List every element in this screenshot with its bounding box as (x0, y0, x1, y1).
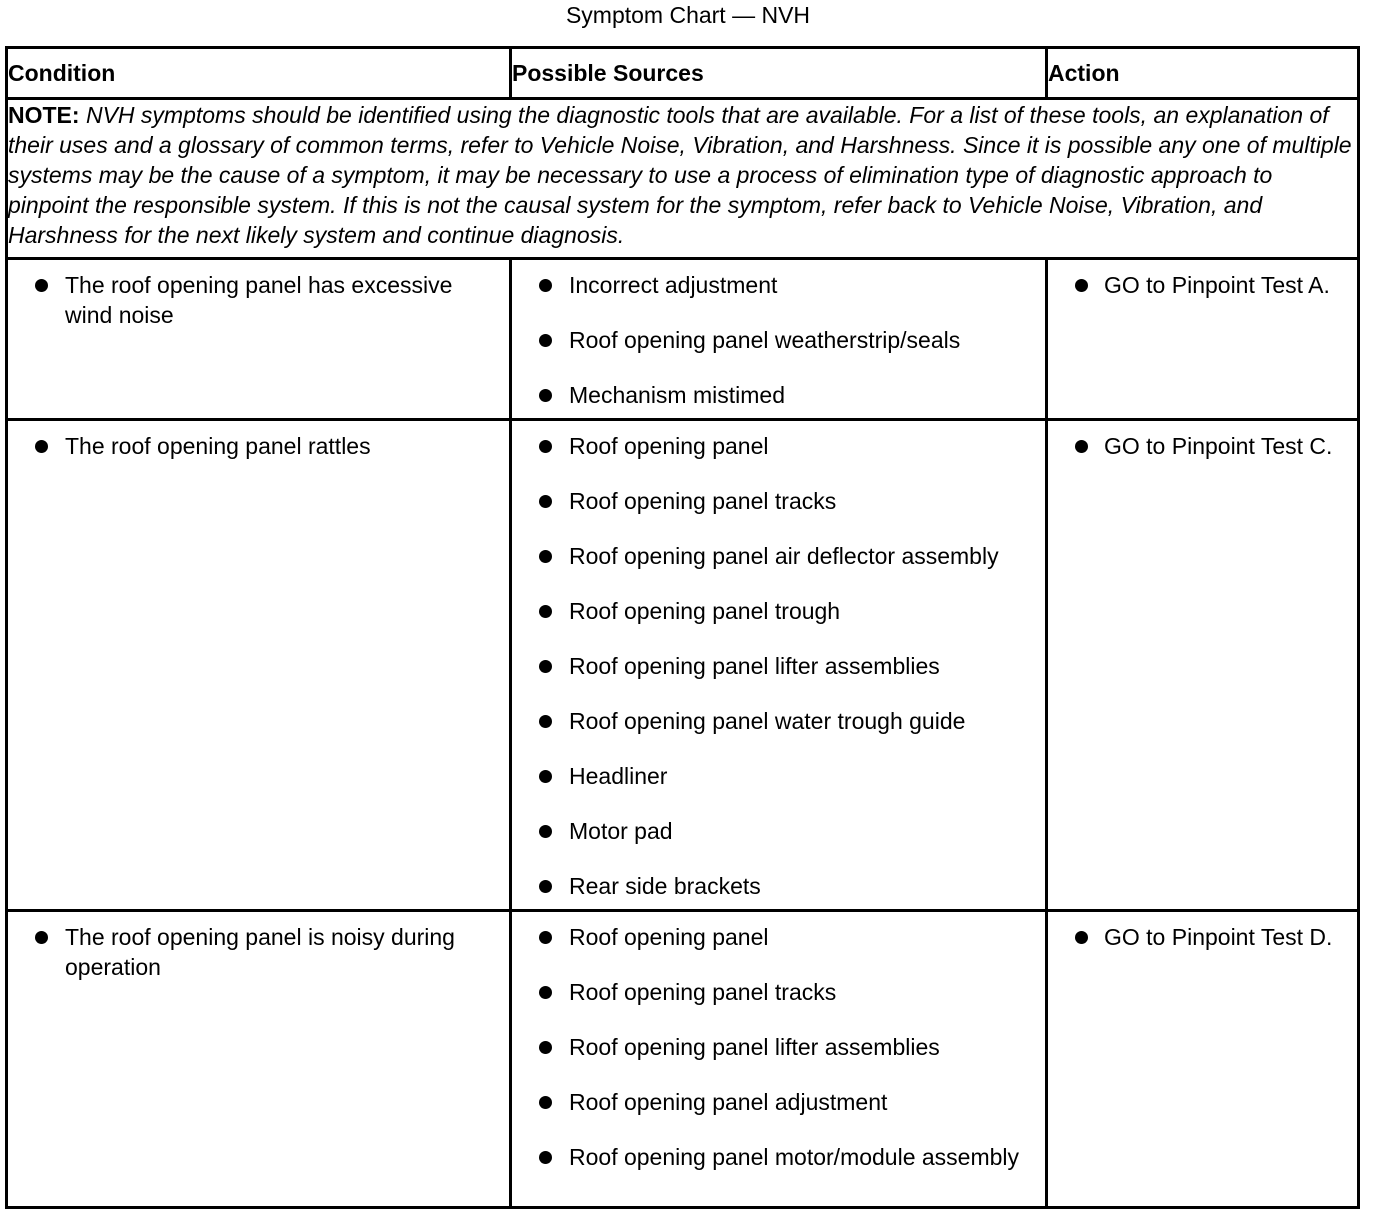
source-text: Roof opening panel (569, 924, 769, 950)
sources-cell (511, 911, 1047, 1208)
sources-cell (511, 420, 1047, 911)
list-item (512, 922, 1037, 952)
bullet-icon (539, 440, 552, 453)
bullet-icon (539, 550, 552, 563)
bullet-icon (539, 334, 552, 347)
source-text: Roof opening panel air deflector assembly (569, 543, 999, 569)
column-header-condition: Condition (7, 48, 511, 99)
condition-text: The roof opening panel is noisy during operation (65, 924, 455, 980)
list-item (8, 431, 501, 461)
source-text: Roof opening panel water trough guide (569, 708, 966, 734)
bullet-icon (35, 931, 48, 944)
list-item (512, 816, 1037, 846)
bullet-icon (1075, 931, 1088, 944)
bullet-icon (539, 605, 552, 618)
note-cell (7, 99, 1359, 259)
bullet-icon (539, 1096, 552, 1109)
list-item (1048, 270, 1349, 300)
action-cell (1047, 259, 1359, 420)
bullet-icon (539, 1151, 552, 1164)
action-cell (1047, 911, 1359, 1208)
action-text: GO to Pinpoint Test C. (1104, 433, 1333, 459)
list-item (512, 651, 1037, 681)
column-header-possible-sources: Possible Sources (511, 48, 1047, 99)
list-item (1048, 922, 1349, 952)
source-text: Rear side brackets (569, 873, 761, 899)
bullet-icon (35, 279, 48, 292)
action-text: GO to Pinpoint Test A. (1104, 272, 1330, 298)
list-item (512, 596, 1037, 626)
source-text: Incorrect adjustment (569, 272, 778, 298)
list-item (512, 1032, 1037, 1062)
list-item (512, 977, 1037, 1007)
source-text: Motor pad (569, 818, 673, 844)
list-item (8, 922, 501, 982)
table-row (7, 259, 1359, 420)
condition-text: The roof opening panel has excessive wind noise (65, 272, 453, 328)
source-text: Roof opening panel tracks (569, 979, 837, 1005)
list-item (512, 1142, 1037, 1172)
condition-cell (7, 259, 511, 420)
bullet-icon (539, 389, 552, 402)
source-text: Roof opening panel lifter assemblies (569, 653, 940, 679)
source-text: Headliner (569, 763, 668, 789)
bullet-icon (35, 440, 48, 453)
bullet-icon (539, 770, 552, 783)
list-item (512, 380, 1037, 410)
bullet-icon (539, 880, 552, 893)
source-text: Roof opening panel lifter assemblies (569, 1034, 940, 1060)
list-item (512, 270, 1037, 300)
source-text: Roof opening panel adjustment (569, 1089, 888, 1115)
column-header-action: Action (1047, 48, 1359, 99)
bullet-icon (539, 715, 552, 728)
source-text: Mechanism mistimed (569, 382, 785, 408)
note-row (7, 99, 1359, 259)
list-item (512, 706, 1037, 736)
bullet-icon (1075, 440, 1088, 453)
bullet-icon (539, 986, 552, 999)
table-row (7, 420, 1359, 911)
condition-cell (7, 911, 511, 1208)
source-text: Roof opening panel tracks (569, 488, 837, 514)
bullet-icon (539, 279, 552, 292)
symptom-chart-table (5, 46, 1360, 1209)
source-text: Roof opening panel (569, 433, 769, 459)
bullet-icon (539, 660, 552, 673)
page-title: Symptom Chart — NVH (565, 2, 811, 28)
list-item (512, 486, 1037, 516)
condition-cell (7, 420, 511, 911)
bullet-icon (1075, 279, 1088, 292)
list-item (512, 541, 1037, 571)
list-item (8, 270, 501, 330)
sources-cell (511, 259, 1047, 420)
list-item (1048, 431, 1349, 461)
table-header-row (7, 48, 1359, 99)
list-item (512, 325, 1037, 355)
note-label: NOTE: (8, 102, 80, 128)
note-text: NVH symptoms should be identified using the diagnostic tools that are available. For a list of these tools, an explanation of their uses and a glossary of common terms, refer to Vehicle Noise, Vibration, and Harshness. Since it is possible any one of multiple systems may be the cause of a symptom, it may be necessary to use a process of elimination type of diagnostic approach to pinpoint the responsible system. If this is not the causal system for the symptom, refer back to Vehicle Noise, Vibration, and Harshness for the next likely system and continue diagnosis. (8, 102, 1352, 248)
list-item (512, 431, 1037, 461)
source-text: Roof opening panel trough (569, 598, 841, 624)
list-item (512, 871, 1037, 901)
bullet-icon (539, 1041, 552, 1054)
bullet-icon (539, 495, 552, 508)
condition-text: The roof opening panel rattles (65, 433, 371, 459)
action-cell (1047, 420, 1359, 911)
source-text: Roof opening panel motor/module assembly (569, 1144, 1020, 1170)
list-item (512, 1087, 1037, 1117)
list-item (512, 761, 1037, 791)
source-text: Roof opening panel weatherstrip/seals (569, 327, 961, 353)
table-row (7, 911, 1359, 1208)
action-text: GO to Pinpoint Test D. (1104, 924, 1333, 950)
bullet-icon (539, 931, 552, 944)
bullet-icon (539, 825, 552, 838)
